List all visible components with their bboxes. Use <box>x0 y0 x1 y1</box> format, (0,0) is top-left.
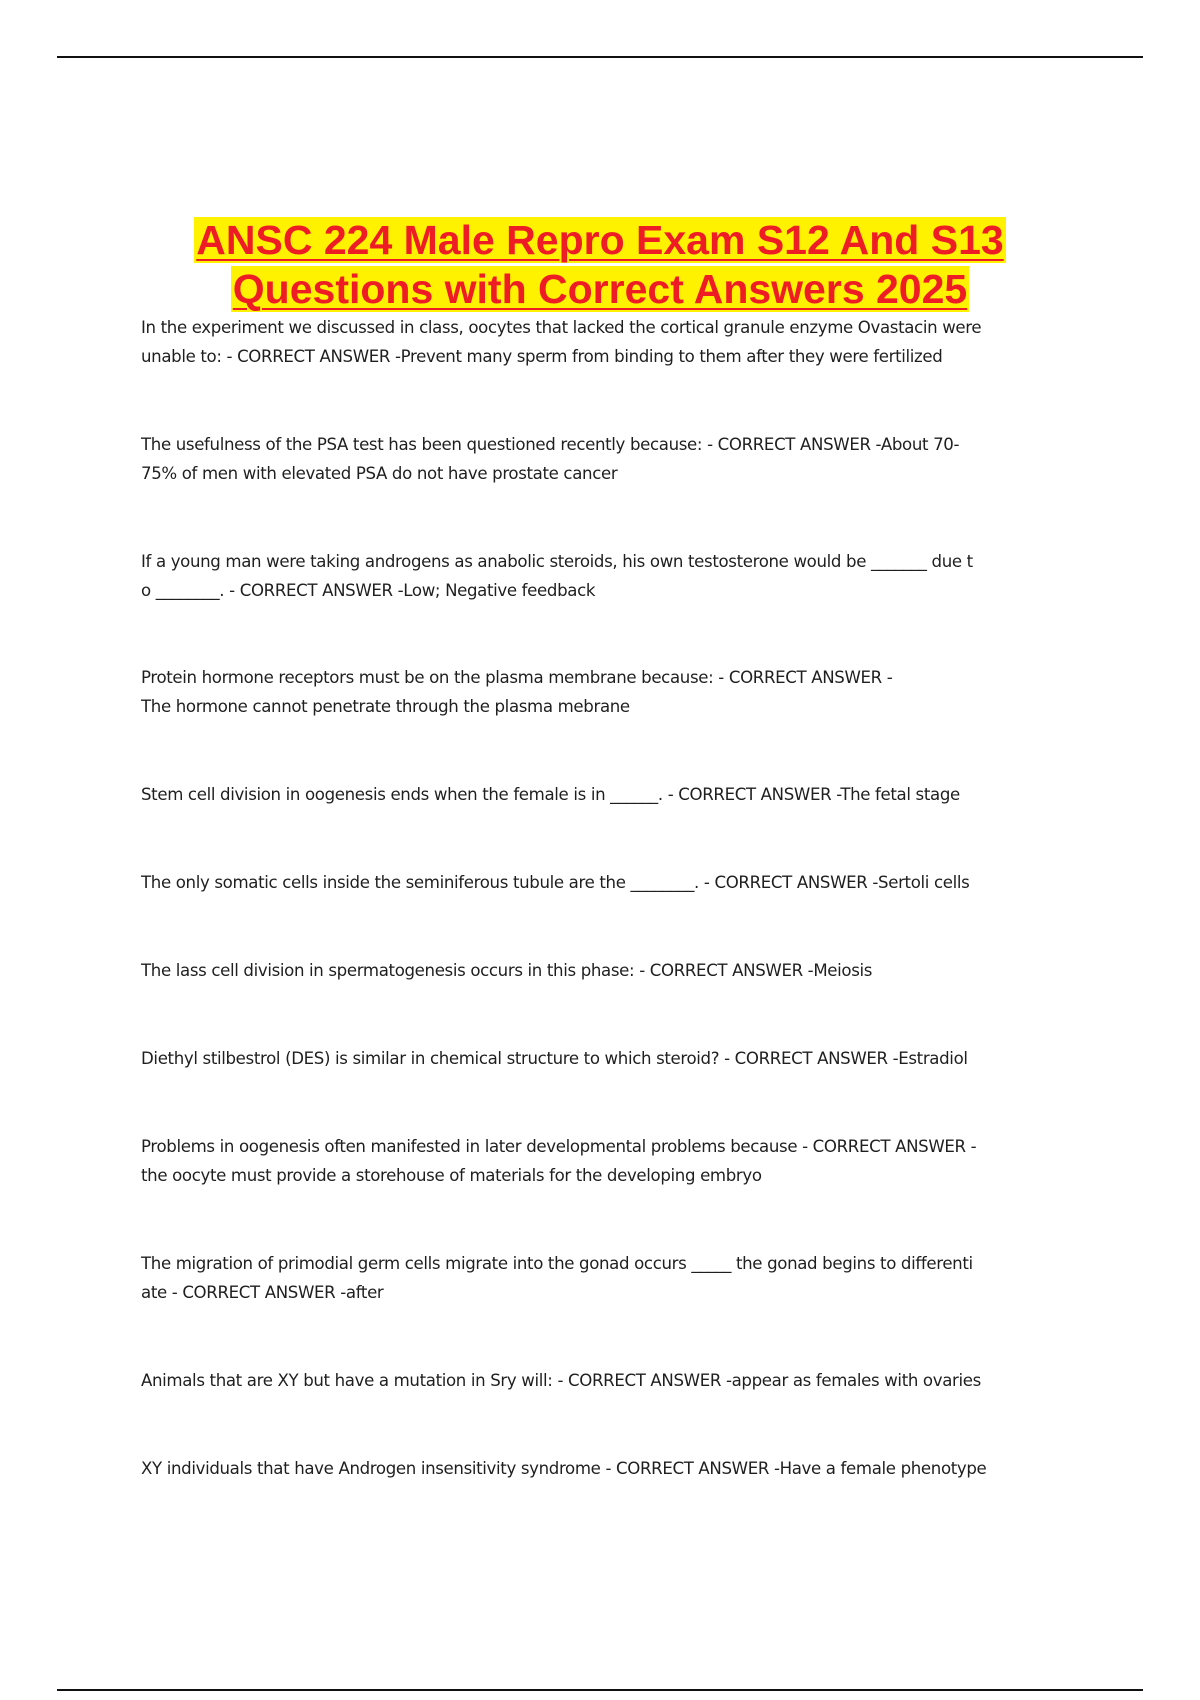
footer-rule <box>57 1689 1143 1691</box>
answer-line: ate - CORRECT ANSWER -after <box>141 1283 384 1302</box>
qa-item-4 <box>141 663 1061 721</box>
qa-item-2 <box>141 430 1061 488</box>
qa-item-9 <box>141 1132 1061 1190</box>
question-line: Animals that are XY but have a mutation in Sry will: - CORRECT ANSWER -appear as females with ovaries <box>141 1371 981 1390</box>
answer-line: 75% of men with elevated PSA do not have prostate cancer <box>141 464 618 483</box>
question-line: The migration of primodial germ cells migrate into the gonad occurs _____ the gonad begins to differenti <box>141 1254 973 1273</box>
answer-line: The hormone cannot penetrate through the plasma mebrane <box>141 697 630 716</box>
question-line: XY individuals that have Androgen insensitivity syndrome - CORRECT ANSWER -Have a female phenotype <box>141 1459 987 1478</box>
question-line: Stem cell division in oogenesis ends when the female is in ______. - CORRECT ANSWER -The fetal stage <box>141 785 960 804</box>
title-line-2: Questions with Correct Answers 2025 <box>232 266 968 312</box>
question-line: The only somatic cells inside the seminiferous tubule are the ________. - CORRECT ANSWER -Sertoli cells <box>141 873 970 892</box>
qa-item-11 <box>141 1366 1061 1395</box>
header-rule <box>57 56 1143 58</box>
document-title <box>0 216 1200 314</box>
answer-line: the oocyte must provide a storehouse of materials for the developing embryo <box>141 1166 762 1185</box>
answer-line: unable to: - CORRECT ANSWER -Prevent many sperm from binding to them after they were fertilized <box>141 347 943 366</box>
question-line: The usefulness of the PSA test has been questioned recently because: - CORRECT ANSWER -About 70- <box>141 435 960 454</box>
qa-item-3 <box>141 547 1061 605</box>
answer-line: o ________. - CORRECT ANSWER -Low; Negative feedback <box>141 581 596 600</box>
qa-item-1 <box>141 313 1061 371</box>
qa-item-12 <box>141 1454 1061 1483</box>
qa-item-10 <box>141 1249 1061 1307</box>
question-line: Protein hormone receptors must be on the plasma membrane because: - CORRECT ANSWER - <box>141 668 893 687</box>
qa-item-8 <box>141 1044 1061 1073</box>
title-line-1: ANSC 224 Male Repro Exam S12 And S13 <box>196 217 1004 263</box>
question-line: In the experiment we discussed in class, oocytes that lacked the cortical granule enzyme Ovastacin were <box>141 318 982 337</box>
question-line: Diethyl stilbestrol (DES) is similar in chemical structure to which steroid? - CORRECT ANSWER -Estradiol <box>141 1049 968 1068</box>
qa-item-6 <box>141 868 1061 897</box>
qa-item-7 <box>141 956 1061 985</box>
question-line: The lass cell division in spermatogenesis occurs in this phase: - CORRECT ANSWER -Meiosis <box>141 961 873 980</box>
question-line: Problems in oogenesis often manifested in later developmental problems because - CORRECT ANSWER - <box>141 1137 977 1156</box>
qa-item-5 <box>141 780 1061 809</box>
question-line: If a young man were taking androgens as anabolic steroids, his own testosterone would be _______ due t <box>141 552 973 571</box>
